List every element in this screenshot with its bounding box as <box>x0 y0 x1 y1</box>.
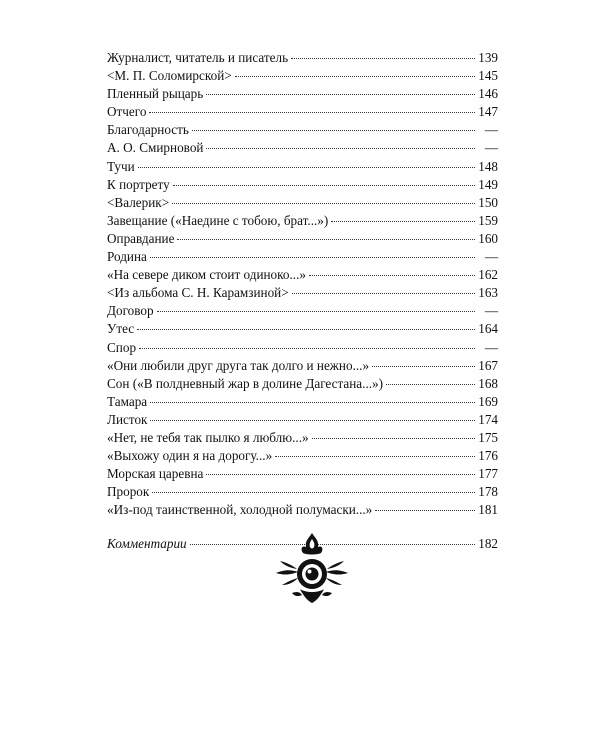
dot-leader <box>150 257 475 258</box>
toc-entry <box>107 411 498 429</box>
dot-leader <box>291 58 475 59</box>
toc-entry <box>107 284 498 302</box>
dot-leader <box>386 384 475 385</box>
toc-entry-page: 148 <box>478 158 498 174</box>
dot-leader <box>275 456 475 457</box>
dot-leader <box>139 348 475 349</box>
toc-entry <box>107 266 498 284</box>
toc-entry-page: 163 <box>478 285 498 301</box>
dot-leader <box>152 492 475 493</box>
toc-entry-title: Благодарность <box>107 122 189 138</box>
dot-leader <box>149 112 475 113</box>
toc-entry <box>107 194 498 212</box>
toc-entry-page: 145 <box>478 68 498 84</box>
toc-entry-title: Родина <box>107 249 147 265</box>
toc-entry <box>107 357 498 375</box>
dot-leader <box>173 185 475 186</box>
decorative-orb-vignette-icon <box>272 527 352 607</box>
toc-entry-title: Пророк <box>107 484 150 500</box>
toc-entry <box>107 176 498 194</box>
toc-entry-page: — <box>484 303 498 319</box>
dot-leader <box>192 130 475 131</box>
toc-entry-page: 175 <box>478 429 498 445</box>
toc-entry-title: Журналист, читатель и писатель <box>107 50 289 65</box>
toc-entry-page: 167 <box>478 357 498 373</box>
dot-leader <box>206 148 475 149</box>
toc-entry-title: <М. П. Соломирской> <box>107 68 232 84</box>
toc-entry-page: 149 <box>478 176 498 192</box>
toc-entry-title: <Валерик> <box>107 194 170 210</box>
toc-entry <box>107 49 498 67</box>
dot-leader <box>206 94 475 95</box>
toc-entry-title: Листок <box>107 411 148 427</box>
toc-entry-title: Оправдание <box>107 230 175 246</box>
toc-entry <box>107 302 498 320</box>
toc-entry <box>107 483 498 501</box>
toc-entry-title: Сон («В полдневный жар в долине Дагестана...») <box>107 375 384 391</box>
toc-entry <box>107 320 498 338</box>
table-of-contents <box>107 49 498 554</box>
toc-entry-page: 181 <box>478 502 498 518</box>
toc-entry-page: — <box>484 339 498 355</box>
toc-entry-page: 177 <box>478 466 498 482</box>
toc-entry-title: Тамара <box>107 393 148 409</box>
dot-leader <box>150 402 475 403</box>
toc-entry-page: 162 <box>478 267 498 283</box>
dot-leader <box>206 474 475 475</box>
toc-entry <box>107 447 498 465</box>
toc-list <box>107 49 498 519</box>
dot-leader <box>331 221 475 222</box>
dot-leader <box>235 76 475 77</box>
dot-leader <box>177 239 475 240</box>
toc-entry-page: 150 <box>478 194 498 210</box>
toc-entry <box>107 248 498 266</box>
dot-leader <box>312 438 475 439</box>
toc-entry <box>107 501 498 519</box>
toc-entry-title: «Выхожу один я на дорогу...» <box>107 448 273 464</box>
toc-entry-page: 176 <box>478 448 498 464</box>
toc-entry <box>107 103 498 121</box>
toc-entry-title: «Они любили друг друга так долго и нежно...» <box>107 357 370 373</box>
dot-leader <box>157 311 475 312</box>
toc-entry-page: 164 <box>478 321 498 337</box>
toc-entry-page: — <box>484 140 498 156</box>
toc-entry-page: 147 <box>478 104 498 120</box>
toc-entry-page: — <box>484 249 498 265</box>
toc-entry-title: «На севере диком стоит одиноко...» <box>107 267 306 283</box>
dot-leader <box>375 510 475 511</box>
toc-entry-page: 174 <box>478 411 498 427</box>
toc-entry-title: Договор <box>107 303 154 319</box>
toc-entry-title: Завещание («Наедине с тобою, брат...») <box>107 212 329 228</box>
toc-entry-title: «Из-под таинственной, холодной полумаски...» <box>107 502 373 518</box>
toc-entry <box>107 67 498 85</box>
dot-leader <box>137 329 475 330</box>
toc-entry-title: Морская царевна <box>107 466 204 482</box>
dot-leader <box>292 293 475 294</box>
toc-entry <box>107 230 498 248</box>
toc-entry-page: 168 <box>478 375 498 391</box>
toc-entry-title: Тучи <box>107 158 135 174</box>
toc-entry <box>107 212 498 230</box>
dot-leader <box>172 203 475 204</box>
toc-entry <box>107 158 498 176</box>
toc-entry-page: 146 <box>478 86 498 102</box>
toc-entry <box>107 393 498 411</box>
toc-entry <box>107 85 498 103</box>
toc-entry <box>107 465 498 483</box>
dot-leader <box>150 420 475 421</box>
toc-entry-page: 178 <box>478 484 498 500</box>
toc-entry-title: Отчего <box>107 104 147 120</box>
toc-entry-title: Пленный рыцарь <box>107 86 204 102</box>
toc-entry-title: <Из альбома С. Н. Карамзиной> <box>107 285 289 301</box>
dot-leader <box>372 366 475 367</box>
dot-leader <box>309 275 475 276</box>
toc-entry-page: 159 <box>478 212 498 228</box>
toc-entry-title: «Нет, не тебя так пылко я люблю...» <box>107 429 309 445</box>
toc-entry-title: А. О. Смирновой <box>107 140 204 156</box>
toc-entry-page: 182 <box>478 536 498 552</box>
toc-entry-page: 160 <box>478 230 498 246</box>
toc-entry-page: 169 <box>478 393 498 409</box>
toc-entry-title: Спор <box>107 339 137 355</box>
dot-leader <box>138 167 475 168</box>
toc-entry <box>107 339 498 357</box>
toc-entry-page: — <box>484 122 498 138</box>
toc-entry-page: 139 <box>478 50 498 65</box>
toc-entry-title: Утес <box>107 321 135 337</box>
toc-entry <box>107 139 498 157</box>
toc-entry <box>107 121 498 139</box>
toc-entry-title: Комментарии <box>107 536 187 552</box>
toc-entry <box>107 429 498 447</box>
toc-entry <box>107 375 498 393</box>
toc-entry-title: К портрету <box>107 176 170 192</box>
